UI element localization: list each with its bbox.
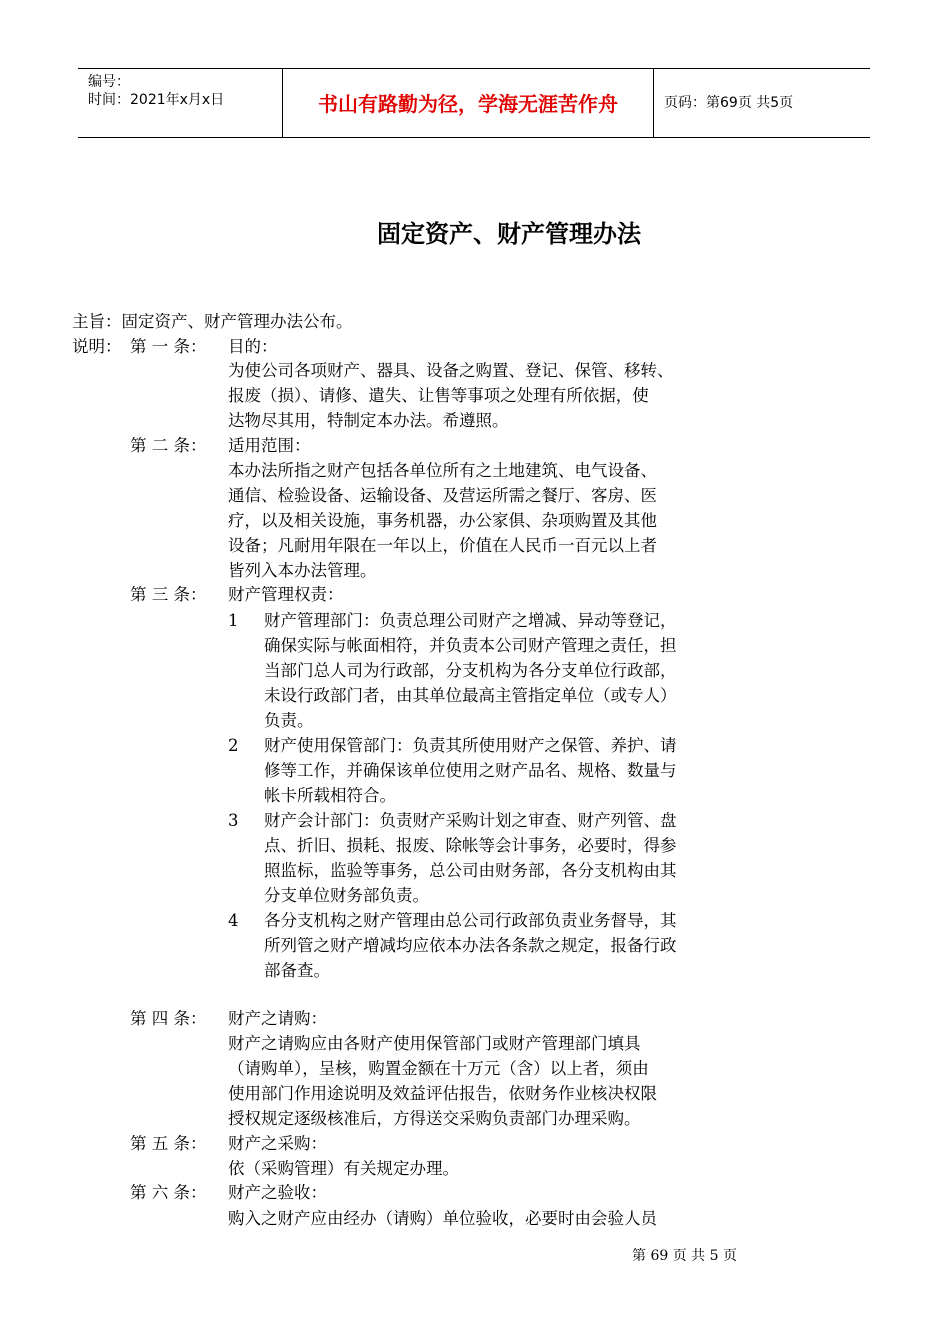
article-1-label: 第 一 条： (130, 337, 207, 356)
article-4-heading: 财产之请购： (228, 1009, 327, 1028)
article-3-item-3-text: 财产会计部门：负责财产采购计划之审查、财产列管、盘 点、折旧、损耗、报废、除帐等会计事务，必要时，得参 照监标，监验等事务，总公司由财务部，各分支机构由其 分支单位财务部负责。 (264, 811, 677, 905)
doc-number-label: 编号： (88, 74, 130, 90)
article-3-item-2-number: 2 (228, 736, 239, 755)
header-meta-cell (78, 69, 283, 137)
article-2-heading: 适用范围： (228, 436, 311, 455)
article-6-heading: 财产之验收： (228, 1183, 327, 1202)
article-3-item-1-text: 财产管理部门：负责总理公司财产之增减、异动等登记， 确保实际与帐面相符，并负责本公司财产管理之责任，担 当部门总人司为行政部，分支机构为各分支单位行政部， 未设行政部门者，由其单位最高主管指定单位（或专人） 负责。 (264, 611, 677, 730)
article-3-item-4-number: 4 (228, 911, 239, 930)
doc-time-label: 时间：2021年x月x日 (88, 92, 225, 108)
article-5-label: 第 五 条： (130, 1134, 207, 1153)
article-6-body: 购入之财产应由经办（请购）单位验收，必要时由会验人员 (228, 1209, 657, 1228)
document-title: 固定资产、财产管理办法 (377, 219, 641, 248)
article-1-heading: 目的： (228, 337, 278, 356)
article-3-label: 第 三 条： (130, 585, 207, 604)
header-motto: 书山有路勤为径，学海无涯苦作舟 (318, 92, 618, 116)
article-3-item-1-number: 1 (228, 611, 239, 630)
header-page-info: 页码：第69页 共5页 (664, 95, 794, 111)
article-3-item-4-text: 各分支机构之财产管理由总公司行政部负责业务督导，其 所列管之财产增减均应依本办法各条款之规定，报备行政 部备查。 (264, 911, 677, 980)
article-4-body: 财产之请购应由各财产使用保管部门或财产管理部门填具 （请购单），呈核，购置金额在十万元（含）以上者，须由 使用部门作用途说明及效益评估报告，依财务作业核决权限 授权规定逐级核准后，方得送交采购负责部门办理采购。 (228, 1034, 657, 1128)
article-5-heading: 财产之采购： (228, 1134, 327, 1153)
article-6-label: 第 六 条： (130, 1183, 207, 1202)
article-2-label: 第 二 条： (130, 436, 207, 455)
document-header (78, 68, 870, 138)
article-3-item-2-text: 财产使用保管部门：负责其所使用财产之保管、养护、请 修等工作，并确保该单位使用之财产品名、规格、数量与 帐卡所载相符合。 (264, 736, 677, 805)
header-page-cell (654, 69, 870, 137)
purpose-line: 主旨：固定资产、财产管理办法公布。 (72, 312, 353, 331)
page-footer: 第 69 页 共 5 页 (632, 1248, 737, 1264)
article-4-label: 第 四 条： (130, 1009, 207, 1028)
article-5-body: 依（采购管理）有关规定办理。 (228, 1159, 459, 1178)
article-1-body: 为使公司各项财产、器具、设备之购置、登记、保管、移转、 报废（损）、请修、遣失、让售等事项之处理有所依据，使 达物尽其用，特制定本办法。希遵照。 (228, 361, 674, 430)
header-motto-cell (283, 69, 654, 137)
article-2-body: 本办法所指之财产包括各单位所有之土地建筑、电气设备、 通信、检验设备、运输设备、及营运所需之餐厅、客房、医 疗，以及相关设施，事务机器，办公家俱、杂项购置及其他 设备；凡耐用年限在一年以上，价值在人民币一百元以上者 皆列入本办法管理。 (228, 461, 657, 580)
explain-prefix: 说明： (72, 337, 122, 356)
article-3-item-3-number: 3 (228, 811, 239, 830)
article-3-heading: 财产管理权责： (228, 585, 344, 604)
